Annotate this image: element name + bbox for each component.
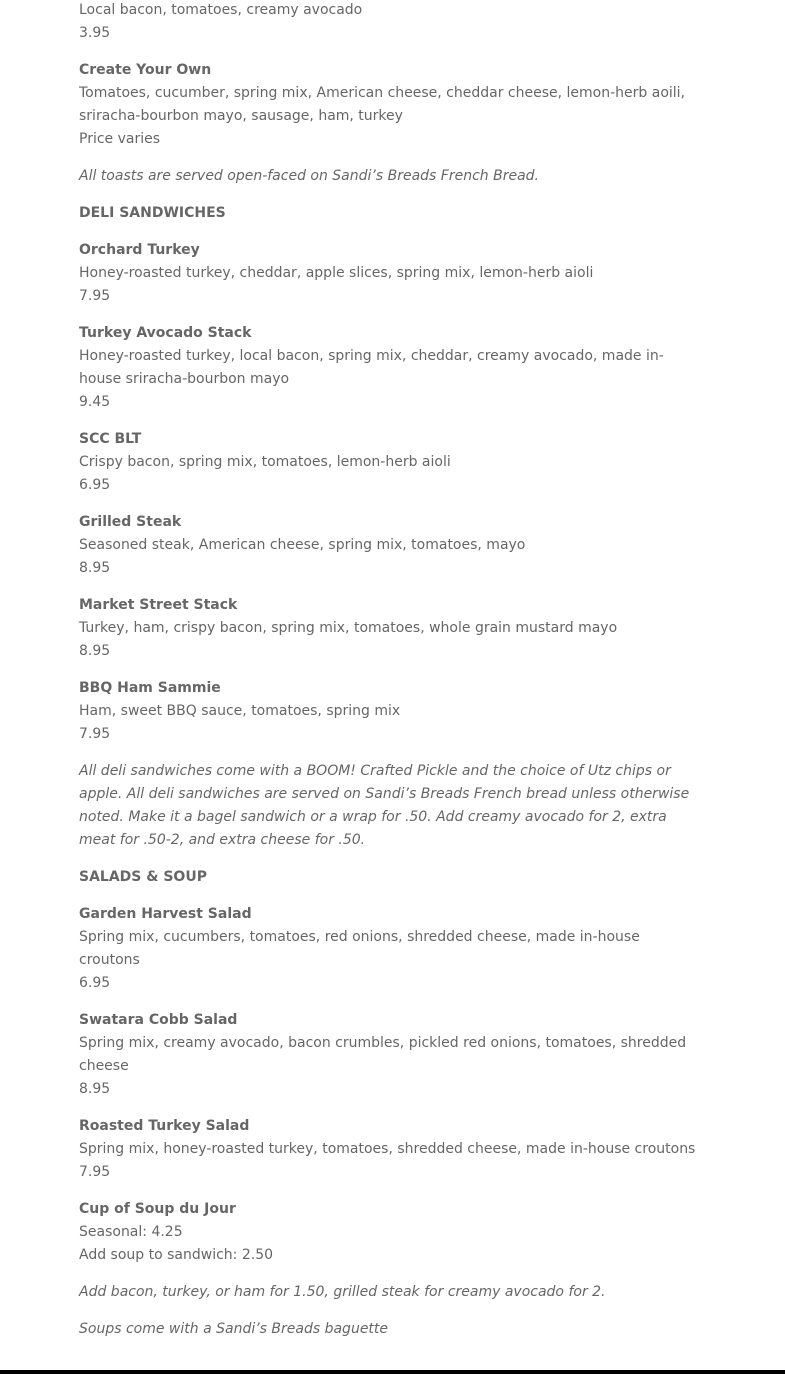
menu-item bbox=[79, 1115, 699, 1184]
item-price: 7.95 bbox=[79, 288, 111, 304]
item-description: Spring mix, honey-roasted turkey, tomatoes, shredded cheese, made in-house croutons bbox=[79, 1141, 696, 1157]
item-price: Seasonal: 4.25 bbox=[79, 1224, 183, 1240]
item-description: Spring mix, cucumbers, tomatoes, red onions, shredded cheese, made in-house croutons bbox=[79, 929, 640, 968]
section-title-deli: DELI SANDWICHES bbox=[79, 205, 226, 221]
item-description: Honey-roasted turkey, local bacon, spring mix, cheddar, creamy avocado, made in-house sriracha-bourbon mayo bbox=[79, 348, 664, 387]
footer-divider bbox=[0, 1370, 785, 1374]
item-description: Spring mix, creamy avocado, bacon crumbles, pickled red onions, tomatoes, shredded cheese bbox=[79, 1035, 687, 1074]
item-price: Add soup to sandwich: 2.50 bbox=[79, 1247, 274, 1263]
section-title-salads: SALADS & SOUP bbox=[79, 869, 207, 885]
deli-note: All deli sandwiches come with a BOOM! Crafted Pickle and the choice of Utz chips or apple. All deli sandwiches are served on Sandi’s Breads French bread unless otherwise noted. Make it a bagel sandwich or a wrap for .50. Add creamy avocado for 2, extra meat for .50-2, and extra cheese for .50. bbox=[79, 763, 690, 848]
soup-note: Soups come with a Sandi’s Breads baguette bbox=[79, 1321, 389, 1337]
item-name: Grilled Steak bbox=[79, 514, 182, 530]
menu-item-soup bbox=[79, 1198, 699, 1267]
item-description: Local bacon, tomatoes, creamy avocado bbox=[79, 2, 363, 18]
menu-item bbox=[79, 677, 699, 746]
menu-item bbox=[79, 0, 699, 45]
item-name: Orchard Turkey bbox=[79, 242, 200, 258]
item-description: Honey-roasted turkey, cheddar, apple slices, spring mix, lemon-herb aioli bbox=[79, 265, 594, 281]
menu-content bbox=[79, 0, 699, 1355]
item-price: 3.95 bbox=[79, 25, 111, 41]
item-description: Seasoned steak, American cheese, spring mix, tomatoes, mayo bbox=[79, 537, 526, 553]
item-name: Market Street Stack bbox=[79, 597, 238, 613]
item-price: 7.95 bbox=[79, 726, 111, 742]
item-description: Crispy bacon, spring mix, tomatoes, lemon-herb aioli bbox=[79, 454, 451, 470]
menu-item-create-your-own bbox=[79, 59, 699, 151]
item-name: Roasted Turkey Salad bbox=[79, 1118, 250, 1134]
item-name: SCC BLT bbox=[79, 431, 142, 447]
item-price: 6.95 bbox=[79, 477, 111, 493]
menu-item bbox=[79, 239, 699, 308]
item-price: 8.95 bbox=[79, 560, 111, 576]
item-name: Cup of Soup du Jour bbox=[79, 1201, 236, 1217]
menu-item bbox=[79, 428, 699, 497]
menu-item bbox=[79, 1009, 699, 1101]
menu-item bbox=[79, 594, 699, 663]
item-name: Create Your Own bbox=[79, 62, 212, 78]
item-price: Price varies bbox=[79, 131, 161, 147]
item-description: Turkey, ham, crispy bacon, spring mix, tomatoes, whole grain mustard mayo bbox=[79, 620, 618, 636]
menu-item bbox=[79, 903, 699, 995]
item-price: 6.95 bbox=[79, 975, 111, 991]
toast-note: All toasts are served open-faced on Sandi’s Breads French Bread. bbox=[79, 168, 539, 184]
menu-item bbox=[79, 322, 699, 414]
item-name: Swatara Cobb Salad bbox=[79, 1012, 238, 1028]
item-price: 9.45 bbox=[79, 394, 111, 410]
menu-item bbox=[79, 511, 699, 580]
item-name: Garden Harvest Salad bbox=[79, 906, 252, 922]
item-price: 8.95 bbox=[79, 1081, 111, 1097]
item-price: 8.95 bbox=[79, 643, 111, 659]
item-price: 7.95 bbox=[79, 1164, 111, 1180]
item-name: BBQ Ham Sammie bbox=[79, 680, 221, 696]
item-description: Tomatoes, cucumber, spring mix, American cheese, cheddar cheese, lemon-herb aoili, sriracha-bourbon mayo, sausage, ham, turkey bbox=[79, 85, 685, 124]
add-ons-note: Add bacon, turkey, or ham for 1.50, grilled steak for creamy avocado for 2. bbox=[79, 1284, 606, 1300]
item-description: Ham, sweet BBQ sauce, tomatoes, spring mix bbox=[79, 703, 401, 719]
item-name: Turkey Avocado Stack bbox=[79, 325, 252, 341]
